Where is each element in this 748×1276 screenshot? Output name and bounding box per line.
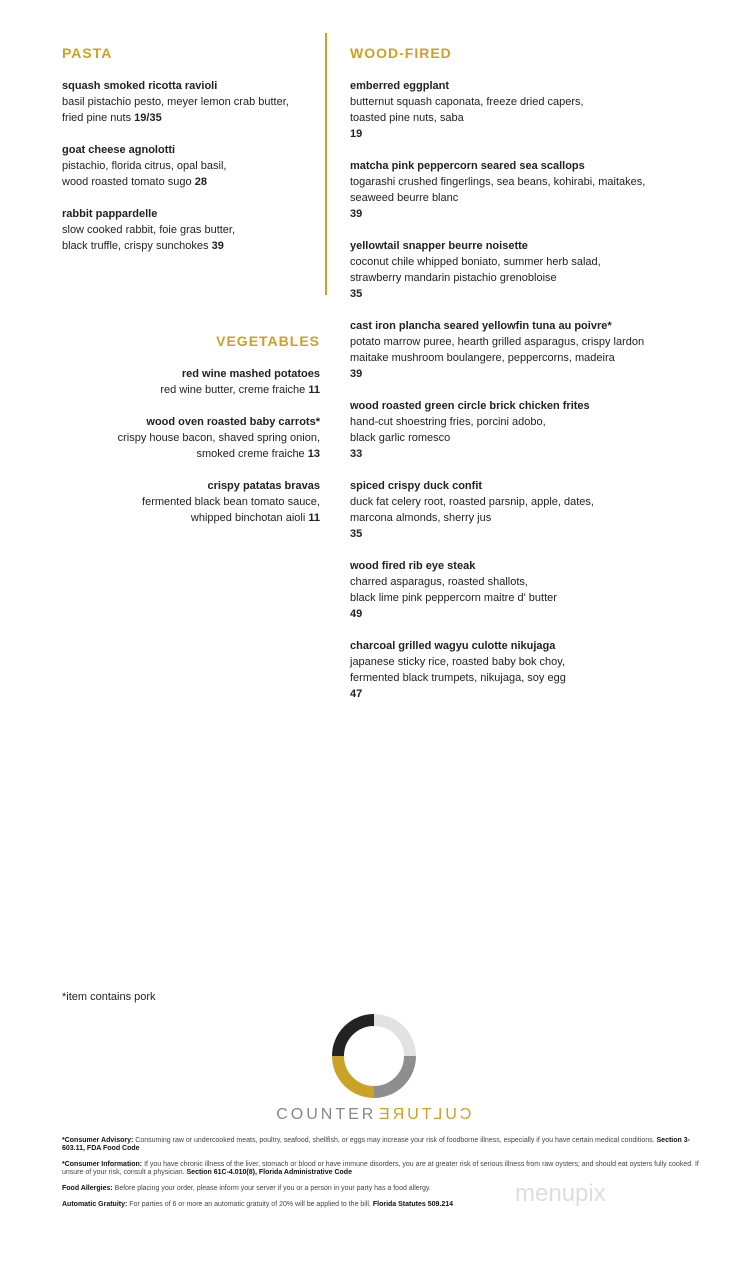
menu-item bbox=[350, 478, 690, 542]
item-name: cast iron plancha seared yellowfin tuna au poivre* bbox=[350, 320, 612, 332]
menu-item bbox=[350, 638, 690, 702]
item-description: duck fat celery root, roasted parsnip, apple, dates, bbox=[350, 496, 594, 508]
footer-label: *Consumer Advisory: bbox=[62, 1137, 134, 1144]
item-description: smoked creme fraiche bbox=[196, 448, 305, 460]
wood-fired-list bbox=[350, 78, 690, 718]
footer-text: Consuming raw or undercooked meats, poultry, seafood, shellfish, or eggs may increase your risk of foodborne illness, especially if you have certain medical conditions. bbox=[133, 1137, 657, 1144]
item-description: maitake mushroom boulangere, peppercorns, madeira bbox=[350, 352, 615, 364]
item-description-line bbox=[62, 238, 322, 254]
item-description: black truffle, crispy sunchokes bbox=[62, 240, 209, 252]
footer-ref: Florida Statutes 509.214 bbox=[372, 1201, 454, 1208]
menu-item bbox=[60, 414, 320, 462]
pasta-list bbox=[62, 78, 322, 270]
item-name: yellowtail snapper beurre noisette bbox=[350, 240, 528, 252]
item-description-line bbox=[60, 510, 320, 526]
menu-item bbox=[62, 142, 322, 190]
counterculture-logo-icon bbox=[330, 1012, 418, 1100]
item-description: basil pistachio pesto, meyer lemon crab butter, bbox=[62, 96, 289, 108]
item-description: black garlic romesco bbox=[350, 432, 451, 444]
item-name: squash smoked ricotta ravioli bbox=[62, 80, 218, 92]
item-price: 35 bbox=[350, 288, 363, 300]
brand-wordmark bbox=[0, 1106, 748, 1124]
item-price: 19/35 bbox=[134, 112, 162, 124]
item-price: 11 bbox=[308, 384, 320, 396]
item-description: fermented black trumpets, nikujaga, soy egg bbox=[350, 672, 566, 684]
item-price: 19 bbox=[350, 128, 363, 140]
menu-item bbox=[350, 318, 690, 382]
item-description: whipped binchotan aioli bbox=[190, 512, 306, 524]
wood-fired-heading: WOOD-FIRED bbox=[350, 45, 452, 61]
item-description: wood roasted tomato sugo bbox=[62, 176, 192, 188]
item-price: 39 bbox=[350, 208, 363, 220]
item-name: rabbit pappardelle bbox=[62, 208, 158, 220]
item-description: butternut squash caponata, freeze dried capers, bbox=[350, 96, 584, 108]
footer-note bbox=[62, 1185, 702, 1193]
footer-label: *Consumer Information: bbox=[62, 1161, 143, 1168]
item-name: red wine mashed potatoes bbox=[181, 368, 320, 380]
item-description: japanese sticky rice, roasted baby bok choy, bbox=[350, 656, 566, 668]
item-description: black lime pink peppercorn maitre d' butter bbox=[350, 592, 557, 604]
menu-item bbox=[60, 366, 320, 398]
menu-item bbox=[60, 478, 320, 526]
footer-note bbox=[62, 1137, 702, 1153]
item-description: coconut chile whipped boniato, summer herb salad, bbox=[350, 256, 601, 268]
item-description: toasted pine nuts, saba bbox=[350, 112, 464, 124]
brand-counter: COUNTER bbox=[276, 1106, 377, 1123]
item-price: 28 bbox=[194, 176, 207, 188]
item-price: 49 bbox=[350, 608, 363, 620]
item-description: charred asparagus, roasted shallots, bbox=[350, 576, 528, 588]
item-description: togarashi crushed fingerlings, sea beans, kohirabi, maitakes, bbox=[350, 176, 646, 188]
footer-label: Automatic Gratuity: bbox=[62, 1201, 128, 1208]
item-price: 35 bbox=[350, 528, 363, 540]
item-price: 47 bbox=[350, 688, 363, 700]
footer-ref: Section 61C-4.010(8), Florida Administrative Code bbox=[186, 1169, 352, 1176]
brand-culture: CULTURE bbox=[376, 1106, 472, 1123]
item-description: pistachio, florida citrus, opal basil, bbox=[62, 160, 227, 172]
item-name: matcha pink peppercorn seared sea scallops bbox=[350, 160, 585, 172]
item-description-line bbox=[60, 382, 320, 398]
item-name: charcoal grilled wagyu culotte nikujaga bbox=[350, 640, 556, 652]
item-description-line bbox=[62, 174, 322, 190]
footer-text: For parties of 6 or more an automatic gratuity of 20% will be applied to the bill. bbox=[127, 1201, 373, 1208]
item-description: slow cooked rabbit, foie gras butter, bbox=[62, 224, 236, 236]
item-price: 39 bbox=[350, 368, 363, 380]
item-name: crispy patatas bravas bbox=[207, 480, 320, 492]
item-description: hand-cut shoestring fries, porcini adobo, bbox=[350, 416, 546, 428]
menu-item bbox=[350, 158, 690, 222]
item-name: goat cheese agnolotti bbox=[62, 144, 176, 156]
footer-note bbox=[62, 1161, 702, 1177]
item-description-line bbox=[62, 110, 322, 126]
item-name: wood fired rib eye steak bbox=[350, 560, 476, 572]
item-price: 13 bbox=[307, 448, 320, 460]
footer-label: Food Allergies: bbox=[62, 1185, 113, 1192]
menu-item bbox=[350, 398, 690, 462]
footer-text: Before placing your order, please inform your server if you or a person in your party has a food allergy. bbox=[112, 1185, 431, 1192]
item-description: red wine butter, creme fraiche bbox=[160, 384, 306, 396]
divider bbox=[325, 33, 327, 295]
item-name: wood roasted green circle brick chicken frites bbox=[350, 400, 590, 412]
menu-item bbox=[350, 78, 690, 142]
watermark: menupix bbox=[515, 1180, 606, 1207]
menu-item bbox=[62, 78, 322, 126]
item-name: emberred eggplant bbox=[350, 80, 450, 92]
menu-item bbox=[62, 206, 322, 254]
item-description: strawberry mandarin pistachio grenobloise bbox=[350, 272, 557, 284]
vegetables-list bbox=[60, 366, 320, 542]
item-name: spiced crispy duck confit bbox=[350, 480, 483, 492]
item-description: fried pine nuts bbox=[62, 112, 132, 124]
item-description: potato marrow puree, hearth grilled asparagus, crispy lardon bbox=[350, 336, 645, 348]
footer-text: If you have chronic illness of the liver, stomach or blood or have immune disorders, you are at greater risk of serious illness from raw oysters; and should eat oysters fully cooked. If unsure of your risk, consult a physician. bbox=[62, 1161, 699, 1176]
pasta-heading: PASTA bbox=[62, 45, 113, 61]
menu-item bbox=[350, 238, 690, 302]
item-description: seaweed beurre blanc bbox=[350, 192, 459, 204]
item-description-line bbox=[60, 446, 320, 462]
vegetables-heading: VEGETABLES bbox=[216, 333, 320, 349]
item-name: wood oven roasted baby carrots* bbox=[146, 416, 320, 428]
footer-ref: Section 3-603.11, FDA Food Code bbox=[62, 1137, 690, 1152]
footer-note bbox=[62, 1201, 702, 1209]
item-description: marcona almonds, sherry jus bbox=[350, 512, 492, 524]
item-price: 39 bbox=[211, 240, 224, 252]
item-description: crispy house bacon, shaved spring onion, bbox=[117, 432, 320, 444]
legal-footer bbox=[62, 1137, 702, 1217]
item-price: 33 bbox=[350, 448, 363, 460]
item-price: 11 bbox=[308, 512, 320, 524]
pork-note: *item contains pork bbox=[62, 991, 156, 1003]
item-description: fermented black bean tomato sauce, bbox=[142, 496, 320, 508]
menu-item bbox=[350, 558, 690, 622]
